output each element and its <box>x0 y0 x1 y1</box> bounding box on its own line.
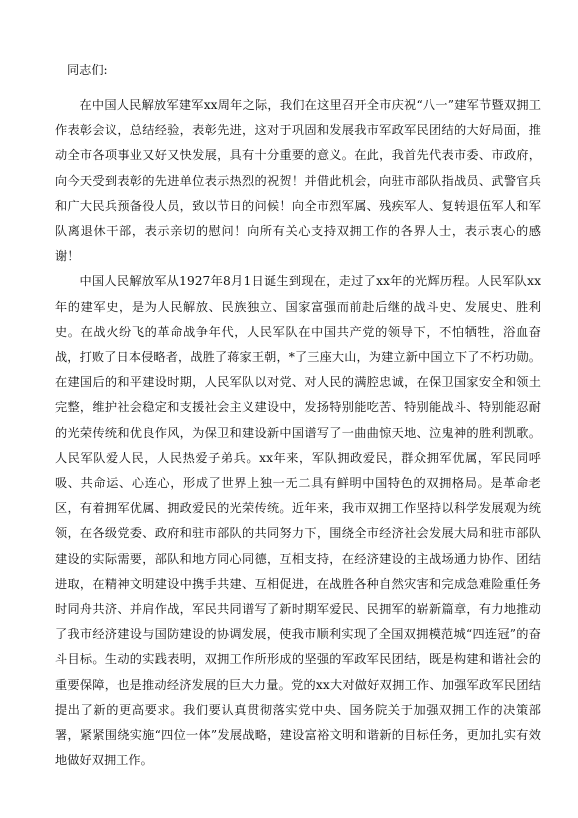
paragraph-2: 中国人民解放军从1927年8月1日诞生到现在，走过了xx年的光辉历程。人民军队xx年的建军史，是为人民解放、民族独立、国家富强而前赴后继的战斗史、发展史、胜利史。在战火纷飞的革命战争年代，人民军队在中国共产党的领导下，不怕牺牲，浴血奋战，打败了日本侵略者，战胜了蒋家王朝，*了三座大山，为建立新中国立下了不朽功勋。在建国后的和平建设时期，人民军队以对党、对人民的满腔忠诚，在保卫国家安全和领土完整，维护社会稳定和支援社会主义建设中，发扬特别能吃苦、特别能战斗、特别能忍耐的光荣传统和优良作风，为保卫和建设新中国谱写了一曲曲惊天地、泣鬼神的胜利凯歌。人民军队爱人民，人民热爱子弟兵。xx年来，军队拥政爱民，群众拥军优属，军民同呼吸、共命运、心连心，形成了世界上独一无二具有鲜明中国特色的双拥格局。是革命老区，有着拥军优属、拥政爱民的光荣传统。近年来，我市双拥工作坚持以科学发展观为统领，在各级党委、政府和驻市部队的共同努力下，围绕全市经济社会发展大局和驻市部队建设的实际需要，部队和地方同心同德，互相支持，在经济建设的主战场通力协作、团结进取，在精神文明建设中携手共建、互相促进，在战胜各种自然灾害和完成急难险重任务时同舟共济、并肩作战，军民共同谱写了新时期军爱民、民拥军的崭新篇章，有力地推动了我市经济建设与国防建设的协调发展，使我市顺利实现了全国双拥模范城“四连冠”的奋斗目标。生动的实践表明，双拥工作所形成的坚强的军政军民团结，既是构建和谐社会的重要保障，也是推动经济发展的巨大力量。党的xx大对做好双拥工作、加强军政军民团结提出了新的更高要求。我们要认真贯彻落实党中央、国务院关于加强双拥工作的决策部署，紧紧围绕实施“四位一体”发展战略，建设富裕文明和谐新的目标任务，更加扎实有效地做好双拥工作。 <box>55 274 541 768</box>
salutation: 同志们: <box>67 63 108 77</box>
paragraph-1: 在中国人民解放军建军xx周年之际，我们在这里召开全市庆祝“八一”建军节暨双拥工作表彰会议，总结经验，表彰先进，这对于巩固和发展我市军政军民团结的大好局面，推动全市各项事业又好又快发展，具有十分重要的意义。在此，我首先代表市委、市政府，向今天受到表彰的先进单位表示热烈的祝贺！并借此机会，向驻市部队指战员、武警官兵和广大民兵预备役人员，致以节日的问候！向全市烈军属、残疾军人、复转退伍军人和军队离退休干部，表示亲切的慰问！向所有关心支持双拥工作的各界人士，表示衷心的感谢！ <box>55 98 541 264</box>
